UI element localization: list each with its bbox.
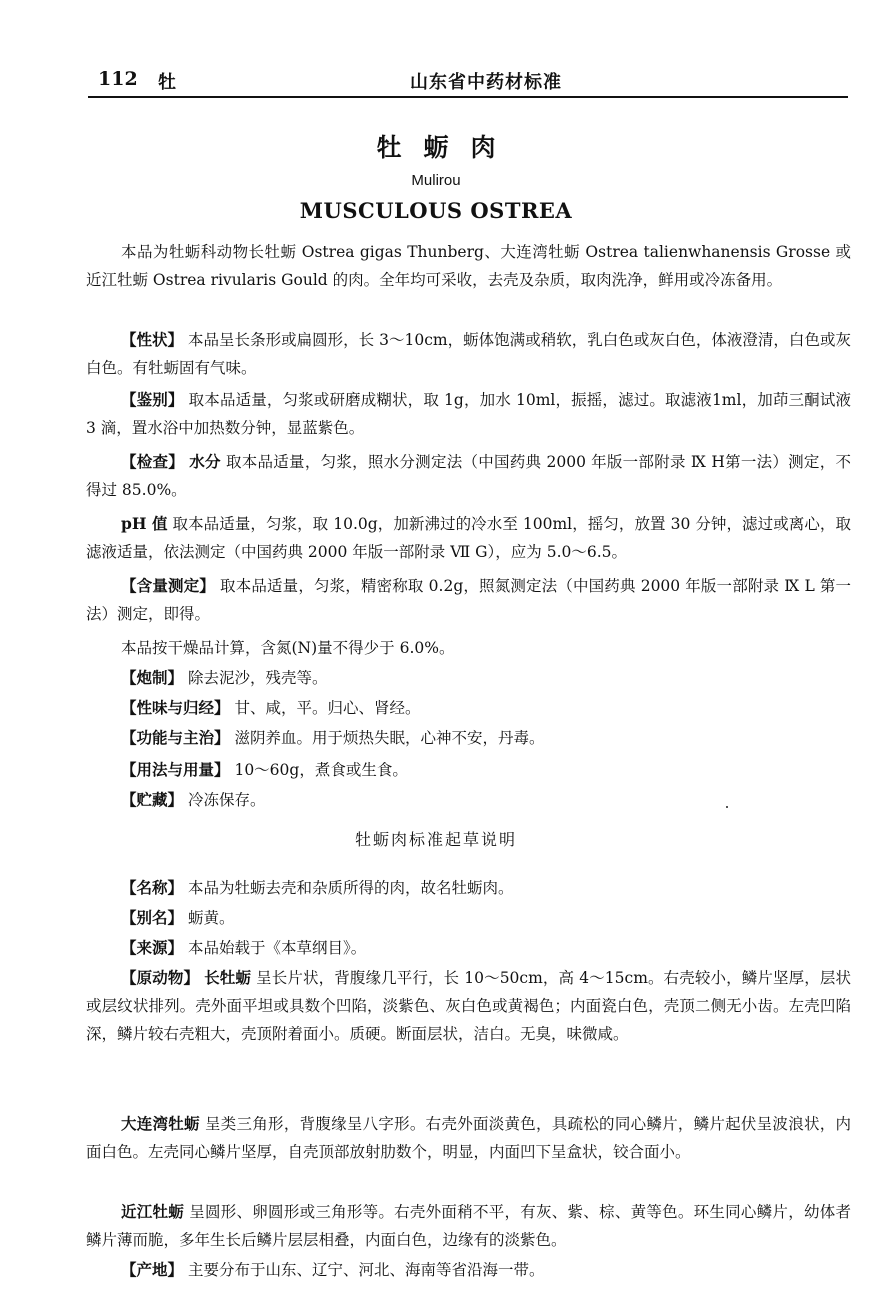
ph-section [86,510,851,566]
processing-label: 【炮制】 [121,668,184,687]
storage-text: 冷冻保存。 [187,791,266,809]
intro-paragraph: 本品为牡蛎科动物长牡蛎 Ostrea gigas Thunberg、大连湾牡蛎 Ostrea talienwhanensis Grosse 或近江牡蛎 Ostrea rivularis Gould 的肉。全年均可采收，去壳及杂质，取肉洗净，鲜用或冷冻备用。 [86,243,851,289]
species-3-section [86,1198,851,1254]
source-text: 本品始载于《本草纲目》。 [187,939,367,957]
character-label: 【性状】 [121,330,184,349]
scan-speck [726,806,728,808]
monograph-pinyin: Mulirou [411,172,461,189]
species-1-text: 呈长片状，背腹缘几平行，长 10～50cm，高 4～15cm。右壳较小，鳞片坚厚，层状或层纹状排列。壳外面平坦或具数个凹陷，淡紫色、灰白色或黄褐色；内面瓷白色，壳顶二侧无小齿。左壳凹陷深，鳞片较右壳粗大，壳顶附着面小。质硬。断面层状，洁白。无臭，味微咸。 [86,969,851,1043]
page-header [88,62,848,92]
origin-text: 主要分布于山东、辽宁、河北、海南等省沿海一带。 [187,1261,545,1279]
ph-text: 取本品适量，匀浆，取 10.0g，加新沸过的冷水至 100ml，摇匀，放置 30 分钟，滤过或离心，取滤液适量，依法测定（中国药典 2000 年版一部附录 Ⅶ G），应为 5.0～6.5。 [86,515,851,561]
species-2-text: 呈类三角形，背腹缘呈八字形。右壳外面淡黄色，具疏松的同心鳞片，鳞片起伏呈波浪状，内面白色。左壳同心鳞片坚厚，自壳顶部放射肋数个，明显，内面凹下呈盒状，铰合面小。 [86,1115,851,1161]
assay-label: 【含量测定】 [121,576,215,595]
usage-section [86,756,851,784]
assay-section [86,572,851,628]
function-label: 【功能与主治】 [121,728,230,747]
species-2-section [86,1110,851,1166]
function-text: 滋阴养血。用于烦热失眠，心神不安，丹毒。 [234,729,545,747]
assay-limit: 本品按干燥品计算，含氮(N)量不得少于 6.0%。 [121,639,455,657]
species-3-text: 呈圆形、卵圆形或三角形等。右壳外面稍不平，有灰、紫、棕、黄等色。环生同心鳞片，幼体者鳞片薄而脆，多年生长后鳞片层层相叠，内面白色，边缘有的淡紫色。 [86,1203,851,1249]
nature-label: 【性味与归经】 [121,698,230,717]
animal-label: 【原动物】 [121,968,200,987]
species-3-name: 近江牡蛎 [121,1202,185,1221]
nature-section [86,694,851,722]
nature-text: 甘、咸，平。归心、肾经。 [234,699,421,717]
ph-label: pH 值 [121,514,168,533]
page-number: 112 [98,68,138,90]
book-title: 山东省中药材标准 [410,72,562,93]
name-section [86,874,851,902]
identification-section [86,386,851,442]
origin-label: 【产地】 [121,1260,184,1279]
assay-text: 取本品适量，匀浆，精密称取 0.2g，照氮测定法（中国药典 2000 年版一部附录 Ⅸ L 第一法）测定，即得。 [86,577,851,623]
storage-label: 【贮藏】 [121,790,184,809]
animal-section [86,964,851,1048]
processing-text: 除去泥沙，残壳等。 [187,669,328,687]
monograph-title: 牡蛎肉 [376,133,518,162]
header-mark: 牡 [158,72,176,93]
name-text: 本品为牡蛎去壳和杂质所得的肉，故名牡蛎肉。 [187,879,514,897]
origin-section [86,1256,851,1284]
storage-section [86,786,851,814]
processing-section [86,664,851,692]
alias-label: 【别名】 [121,908,184,927]
inspection-text: 取本品适量，匀浆，照水分测定法（中国药典 2000 年版一部附录 Ⅸ H第一法）测定，不得过 85.0%。 [86,453,851,499]
species-2-name: 大连湾牡蛎 [121,1114,200,1133]
inspection-label: 【检查】 [121,452,185,471]
species-1-name: 长牡蛎 [204,968,252,987]
inspection-section [86,448,851,504]
alias-text: 蛎黄。 [187,909,235,927]
usage-label: 【用法与用量】 [121,760,230,779]
usage-text: 10～60g，煮食或生食。 [234,761,408,779]
character-section [86,326,851,382]
identification-text: 取本品适量，匀浆或研磨成糊状，取 1g，加水 10ml，振摇，滤过。取滤液1ml，加茚三酮试液 3 滴，置水浴中加热数分钟，显蓝紫色。 [86,391,851,437]
source-label: 【来源】 [121,938,184,957]
character-text: 本品呈长条形或扁圆形，长 3～10cm，蛎体饱满或稍软，乳白色或灰白色，体液澄清，白色或灰白色。有牡蛎固有气味。 [86,331,851,377]
alias-section [86,904,851,932]
moisture-label: 水分 [189,452,221,471]
function-section [86,724,851,752]
identification-label: 【鉴别】 [121,390,184,409]
header-rule [88,96,848,98]
explanation-title: 牡蛎肉标准起草说明 [354,830,517,849]
name-label: 【名称】 [121,878,184,897]
monograph-latin: MUSCULOUS OSTREA [299,198,573,223]
source-section [86,934,851,962]
